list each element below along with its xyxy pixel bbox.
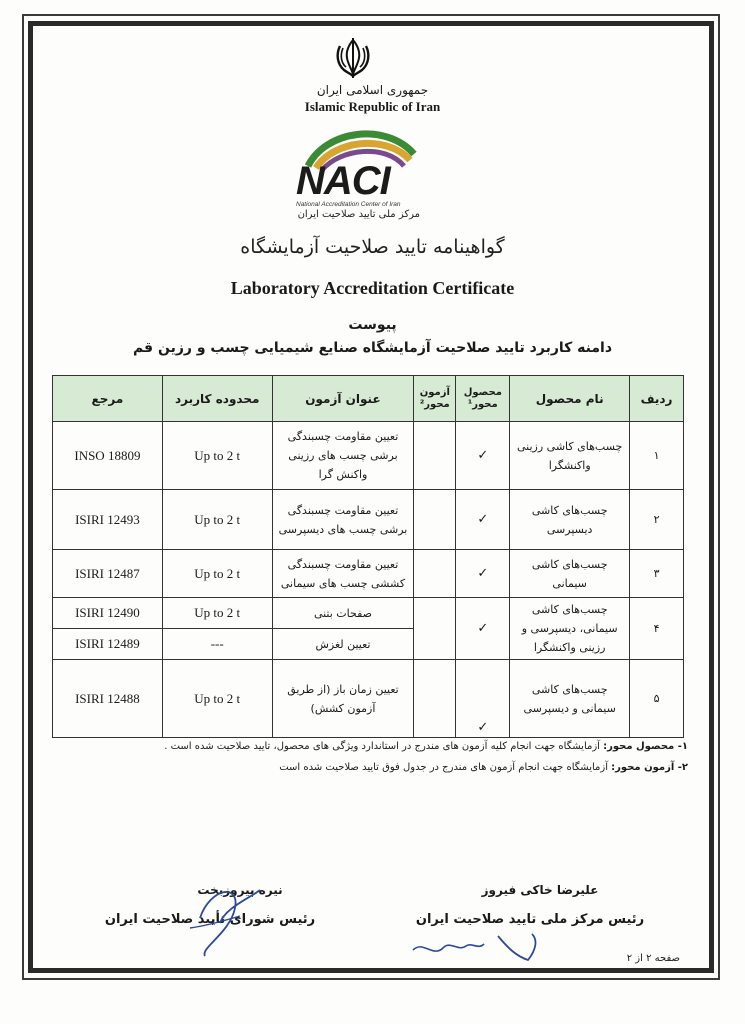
reference-cell: ISIRI 12487 [53,550,163,598]
note-1-text: آزمایشگاه جهت انجام کلیه آزمون های مندرج در استاندارد ویژگی های محصول، تایید صلاحیت شده است . [164,741,604,752]
row-number: ۱ [630,422,684,490]
reference-cell: ISIRI 12490 [53,598,163,629]
naci-subtitle-en: National Accreditation Center of Iran [296,201,401,208]
scope-title: دامنه کاربرد تایید صلاحیت آزمایشگاه صنایع شیمیایی چسب و رزین قم [132,340,613,356]
header-test: عنوان آزمون [272,376,414,422]
row-number: ۲ [630,490,684,550]
table-row [53,550,684,598]
test-title: تعیین لغزش [272,629,414,660]
reference-cell: INSO 18809 [53,422,163,490]
product-name: چسب‌های کاشی سیمانی و دیسپرسی [510,660,630,738]
range-cell: Up to 2 t [162,598,272,629]
row-number: ۵ [630,660,684,738]
range-cell: Up to 2 t [162,422,272,490]
table-row [53,490,684,550]
note-1 [60,741,688,752]
row-number: ۳ [630,550,684,598]
note-1-label: ۱- محصول محور: [603,741,688,752]
test-axis-cell [414,422,456,490]
product-name: چسب‌های کاشی سیمانی [510,550,630,598]
table-row [53,422,684,490]
iran-emblem-icon [330,36,376,80]
left-signatory-title: رئیس شورای تأیید صلاحیت ایران [104,912,316,927]
header-product: نام محصول [510,376,630,422]
reference-cell: ISIRI 12488 [53,660,163,738]
row-number: ۴ [630,598,684,660]
test-axis-cell [414,490,456,550]
right-signatory-name: علیرضا خاکی فیروز [481,883,599,897]
test-axis-cell [414,550,456,598]
header-row-no: ردیف [630,376,684,422]
certificate-title-en: Laboratory Accreditation Certificate [230,278,515,298]
test-title: صفحات بتنی [272,598,414,629]
header-ref: مرجع [53,376,163,422]
test-title: تعیین زمان باز (از طریق آزمون کشش) [272,660,414,738]
check-mark: ✓ [456,422,510,490]
accreditation-table [52,375,684,738]
check-mark: ✓ [456,598,510,660]
check-mark: ✓ [456,660,510,738]
product-name: چسب‌های کاشی رزینی واکنشگرا [510,422,630,490]
left-signature-icon [180,878,270,958]
test-title: تعیین مقاومت چسبندگی برشی چسب های دیسپرسی [272,490,414,550]
header-test-axis: آزمون محور² [414,376,456,422]
reference-cell: ISIRI 12489 [53,629,163,660]
right-signatory-title: رئیس مرکز ملی تایید صلاحیت ایران [415,912,645,927]
note-2-text: آزمایشگاه جهت انجام آزمون های مندرج در جدول فوق تایید صلاحیت شده است [279,762,612,773]
test-title: تعیین مقاومت چسبندگی برشی چسب های رزینی واکنش گرا [272,422,414,490]
header-range: محدوده کاربرد [162,376,272,422]
range-cell: Up to 2 t [162,660,272,738]
country-name-fa: جمهوری اسلامی ایران [316,83,429,97]
table-header-row [53,376,684,422]
annex-label: پیوست [348,317,397,333]
note-2 [60,762,688,773]
page-number: صفحه ۲ از ۲ [626,953,680,964]
certificate-title-fa: گواهینامه تایید صلاحیت آزمایشگاه [240,236,505,258]
table-row [53,598,684,629]
check-mark: ✓ [456,490,510,550]
naci-logo-text: NACI [296,159,390,203]
left-signatory-name: نیره پیروزبخت [197,883,283,897]
naci-subtitle-fa: مرکز ملی تایید صلاحیت ایران [297,209,420,220]
product-name: چسب‌های کاشی سیمانی، دیسپرسی و رزینی واکنشگرا [510,598,630,660]
range-cell: Up to 2 t [162,490,272,550]
range-cell: --- [162,629,272,660]
country-name-en: Islamic Republic of Iran [304,99,441,114]
right-signature-icon [408,930,548,966]
test-axis-cell [414,598,456,660]
test-title: تعیین مقاومت چسبندگی کششی چسب های سیمانی [272,550,414,598]
header-product-axis: محصول محور¹ [456,376,510,422]
reference-cell: ISIRI 12493 [53,490,163,550]
test-axis-cell [414,660,456,738]
table-row [53,660,684,738]
check-mark: ✓ [456,550,510,598]
note-2-label: ۲- آزمون محور: [611,762,688,773]
product-name: چسب‌های کاشی دیسپرسی [510,490,630,550]
range-cell: Up to 2 t [162,550,272,598]
